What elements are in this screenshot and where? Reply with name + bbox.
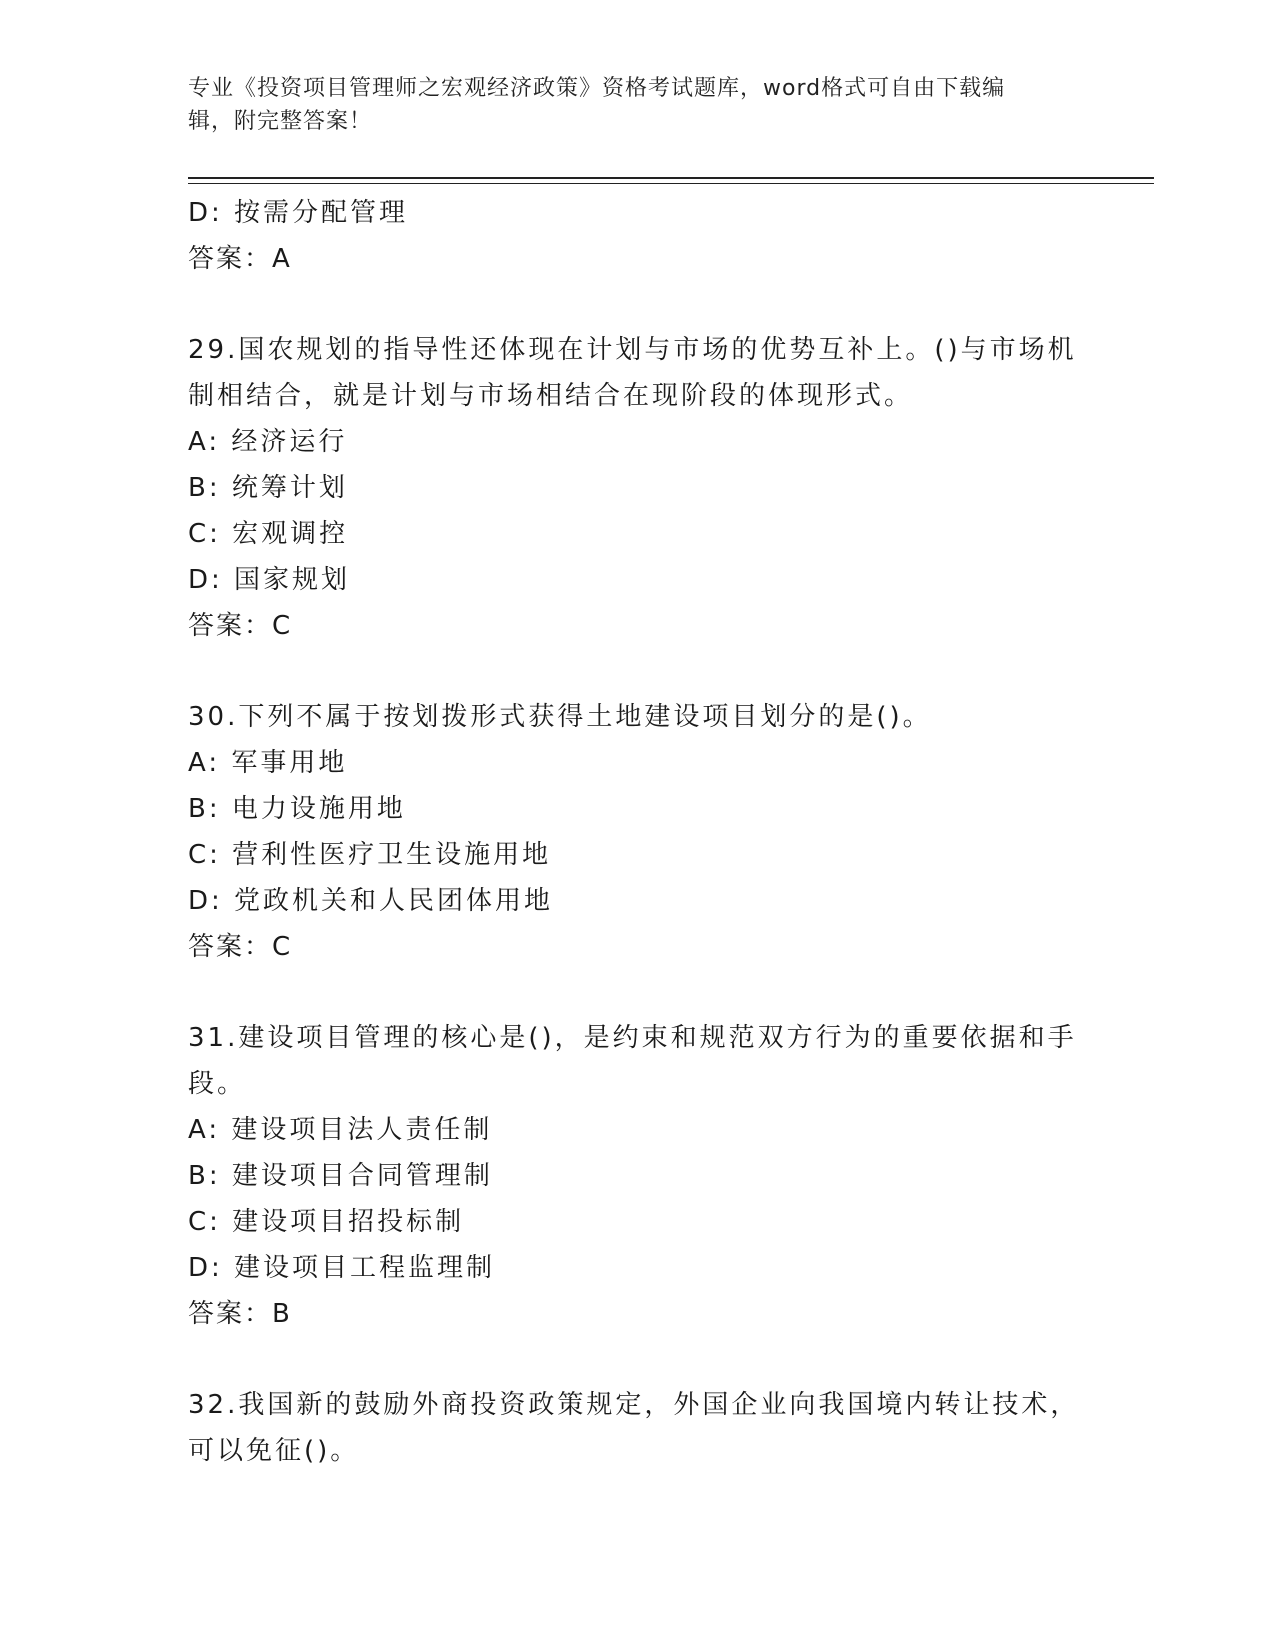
question-31: [188, 1015, 1088, 1337]
option-d: D: 党政机关和人民团体用地: [188, 886, 554, 916]
question-stem-line-1: 31.建设项目管理的核心是()，是约束和规范双方行为的重要依据和手: [188, 1023, 1077, 1053]
question-stem-line-1: 30.下列不属于按划拨形式获得土地建设项目划分的是()。: [188, 702, 932, 732]
option-c: C: 营利性医疗卫生设施用地: [188, 840, 552, 870]
question-stem-line-2: 制相结合，就是计划与市场相结合在现阶段的体现形式。: [188, 381, 914, 411]
answer-line: 答案：C: [188, 611, 293, 641]
question-32: [188, 1382, 1088, 1474]
option-a: A: 经济运行: [188, 427, 348, 457]
option-a: A: 军事用地: [188, 748, 348, 778]
header-divider-thick: [188, 177, 1154, 179]
question-stem-line-2: 可以免征()。: [188, 1436, 360, 1466]
option-d: D: 建设项目工程监理制: [188, 1253, 496, 1283]
option-d: D: 按需分配管理: [188, 198, 409, 228]
question-list: [188, 190, 1088, 1474]
spacer: [188, 970, 1088, 1015]
option-c: C: 宏观调控: [188, 519, 349, 549]
question-fragment: [188, 190, 1088, 282]
header-divider-thin: [188, 183, 1154, 184]
document-header: [188, 72, 1068, 138]
question-stem-line-1: 29.国农规划的指导性还体现在计划与市场的优势互补上。()与市场机: [188, 335, 1077, 365]
option-d: D: 国家规划: [188, 565, 351, 595]
option-b: B: 统筹计划: [188, 473, 348, 503]
spacer: [188, 1337, 1088, 1382]
answer-line: 答案：B: [188, 1299, 292, 1329]
option-c: C: 建设项目招投标制: [188, 1207, 465, 1237]
header-line-1: 专业《投资项目管理师之宏观经济政策》资格考试题库，word格式可自由下载编: [188, 76, 1006, 101]
spacer: [188, 282, 1088, 327]
question-stem-line-2: 段。: [188, 1069, 247, 1099]
answer-line: 答案：C: [188, 932, 293, 962]
option-b: B: 建设项目合同管理制: [188, 1161, 493, 1191]
spacer: [188, 649, 1088, 694]
option-a: A: 建设项目法人责任制: [188, 1115, 493, 1145]
question-29: [188, 327, 1088, 649]
header-line-2: 辑，附完整答案！: [188, 109, 373, 134]
question-30: [188, 694, 1088, 970]
answer-line: 答案：A: [188, 244, 292, 274]
question-stem-line-1: 32.我国新的鼓励外商投资政策规定，外国企业向我国境内转让技术，: [188, 1390, 1080, 1420]
option-b: B: 电力设施用地: [188, 794, 406, 824]
